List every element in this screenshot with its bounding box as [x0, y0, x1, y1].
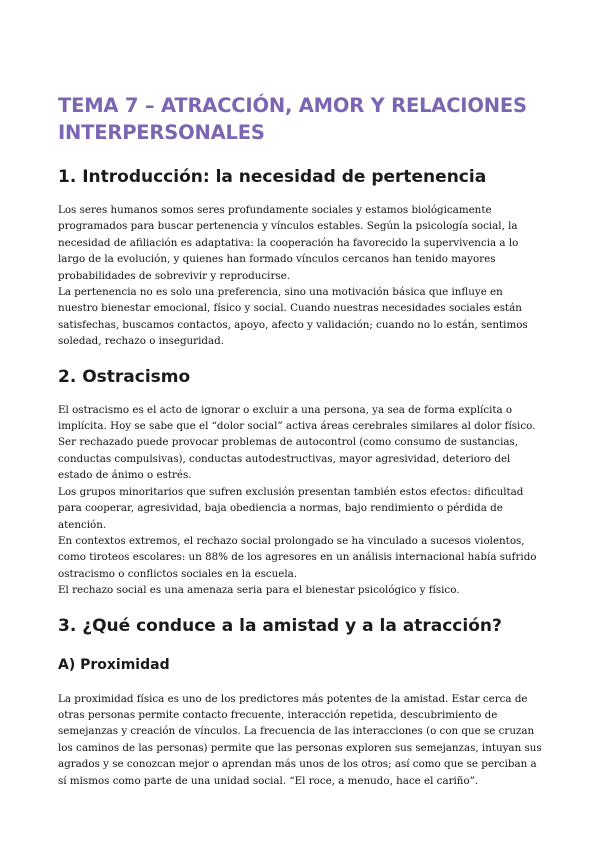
- section-ostracismo: [58, 366, 544, 599]
- paragraph: El rechazo social es una amenaza seria para el bienestar psicológico y físico.: [58, 584, 460, 597]
- paragraph: En contextos extremos, el rechazo social prolongado se ha vinculado a sucesos violentos, como tiroteos escolares: un 88% de los agresores en un análisis internacional había sufrido ostracismo o conflictos sociales en la escuela.: [58, 534, 537, 580]
- section-heading: 3. ¿Qué conduce a la amistad y a la atracción?: [58, 615, 502, 636]
- section-amistad-atraccion: [58, 615, 544, 789]
- paragraph: La proximidad física es uno de los predictores más potentes de la amistad. Estar cerca de otras personas permite contacto frecuente, interacción repetida, descubrimiento de semejanzas y creación de vínculos. La frecuencia de las interacciones (o con que se cruzan los caminos de las personas) permite que las personas exploren sus semejanzas, intuyan sus agrados y se conozcan mejor o aprendan más unos de los otros; así como que se perciban a sí mismos como parte de una unidad social. “El roce, a menudo, hace el cariño”.: [58, 692, 542, 787]
- paragraph: La pertenencia no es solo una preferencia, sino una motivación básica que influye en nuestro bienestar emocional, físico y social. Cuando nuestras necesidades sociales están satisfechas, buscamos contactos, apoyo, afecto y validación; cuando no lo están, sentimos soledad, rechazo o inseguridad.: [58, 286, 528, 348]
- paragraph: Los seres humanos somos seres profundamente sociales y estamos biológicamente programados para buscar pertenencia y vínculos estables. Según la psicología social, la necesidad de afiliación es adaptativa: la cooperación ha favorecido la supervivencia a lo largo de la evolución, y quienes han formado vínculos cercanos han tenido mayores probabilidades de sobrevivir y reproducirse.: [58, 204, 519, 282]
- section-heading: 1. Introducción: la necesidad de pertenencia: [58, 167, 487, 187]
- document-title: TEMA 7 – ATRACCIÓN, AMOR Y RELACIONES INTERPERSONALES: [58, 94, 527, 144]
- paragraph: El ostracismo es el acto de ignorar o excluir a una persona, ya sea de forma explícita o implícita. Hoy se sabe que el “dolor social” activa áreas cerebrales similares al dolor físico. Ser rechazado puede provocar problemas de autocontrol (como consumo de sustancias, conductas compulsivas), conductas autodestructivas, mayor agresividad, deterioro del estado de ánimo o estrés.: [58, 403, 536, 482]
- section-introduccion: [58, 166, 544, 350]
- subsection-heading: A) Proximidad: [58, 656, 170, 673]
- paragraph: Los grupos minoritarios que sufren exclusión presentan también estos efectos: dificultad para cooperar, agresividad, baja obediencia a normas, bajo rendimiento o pérdida de atención.: [58, 485, 524, 531]
- section-heading: 2. Ostracismo: [58, 366, 191, 387]
